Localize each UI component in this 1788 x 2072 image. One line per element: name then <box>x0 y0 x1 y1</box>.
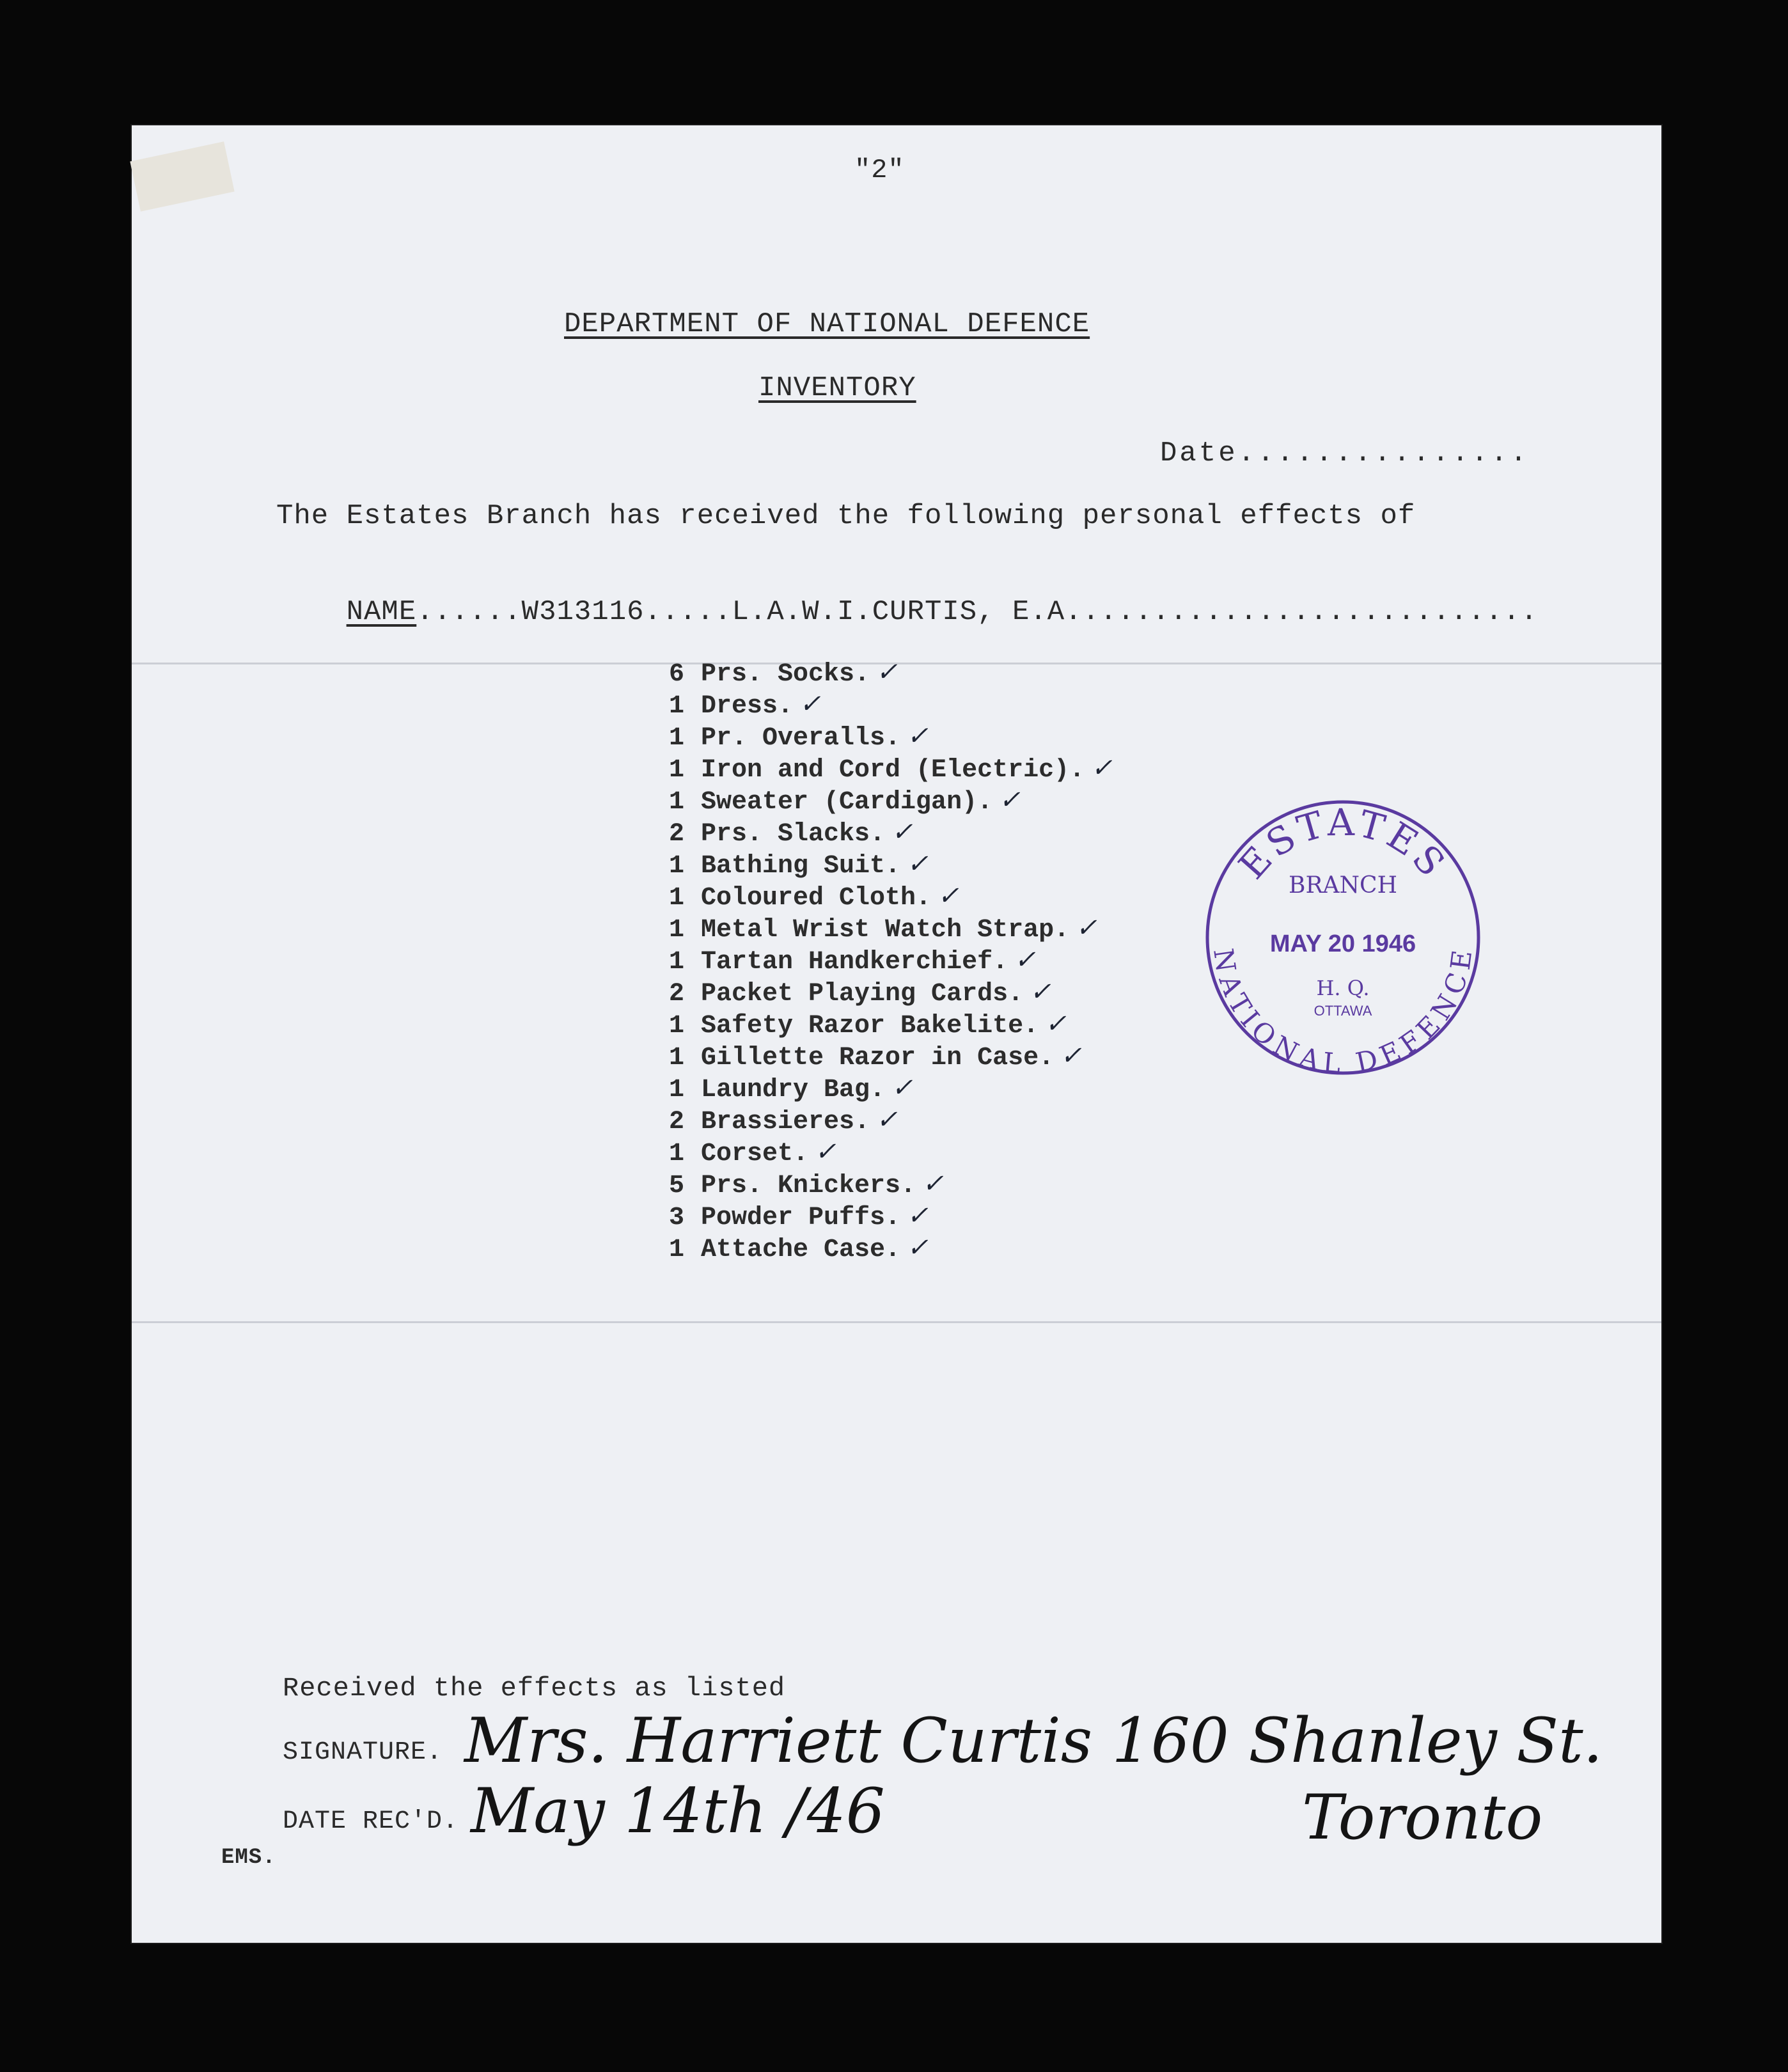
list-item <box>669 1040 1113 1072</box>
list-item <box>669 1168 1113 1200</box>
item-quantity: 2 <box>669 820 685 849</box>
item-quantity: 1 <box>669 756 685 785</box>
stamp-bottom-text: NATIONAL DEFENCE <box>1207 946 1478 1078</box>
checkmark-icon: ✓ <box>891 817 913 847</box>
torn-corner <box>130 141 234 211</box>
stamp-graphic <box>1202 797 1484 1078</box>
list-item <box>669 1104 1113 1136</box>
list-item <box>669 720 1113 752</box>
checkmark-icon: ✓ <box>1014 945 1036 975</box>
stamp-top-text: ESTATES <box>1230 800 1456 888</box>
list-item <box>669 1232 1113 1264</box>
list-item <box>669 912 1113 944</box>
checkmark-icon: ✓ <box>907 1201 929 1230</box>
item-description: Brassieres. <box>701 1108 870 1136</box>
item-quantity: 1 <box>669 852 685 881</box>
item-description: Dress. <box>701 692 794 721</box>
item-description: Safety Razor Bakelite. <box>701 1012 1039 1040</box>
date-received-handwriting: May 14th /46 <box>471 1775 885 1847</box>
item-description: Corset. <box>701 1140 809 1168</box>
item-quantity: 1 <box>669 724 685 753</box>
checkmark-icon: ✓ <box>1076 913 1097 943</box>
date-field: Date............... <box>1160 437 1530 469</box>
item-quantity: 1 <box>669 788 685 817</box>
list-item <box>669 752 1113 784</box>
item-description: Pr. Overalls. <box>701 724 901 753</box>
item-quantity: 1 <box>669 884 685 913</box>
department-heading: DEPARTMENT OF NATIONAL DEFENCE <box>564 308 1090 340</box>
item-description: Prs. Slacks. <box>701 820 886 849</box>
item-quantity: 2 <box>669 980 685 1009</box>
checkmark-icon: ✓ <box>891 1073 913 1103</box>
checkmark-icon: ✓ <box>1060 1041 1082 1071</box>
item-quantity: 1 <box>669 1236 685 1264</box>
intro-sentence: The Estates Branch has received the following personal effects of <box>276 500 1416 532</box>
item-description: Prs. Socks. <box>701 660 870 689</box>
stamp-hq: H. Q. <box>1316 976 1370 1000</box>
list-item <box>669 784 1113 816</box>
estates-branch-stamp <box>1202 797 1484 1078</box>
name-label: NAME <box>346 596 417 628</box>
item-quantity: 1 <box>669 948 685 977</box>
checkmark-icon: ✓ <box>1030 977 1051 1007</box>
item-description: Tartan Handkerchief. <box>701 948 1008 977</box>
item-quantity: 6 <box>669 660 685 689</box>
checkmark-icon: ✓ <box>1045 1009 1067 1039</box>
list-item <box>669 1072 1113 1104</box>
checkmark-icon: ✓ <box>907 721 929 751</box>
list-item <box>669 1008 1113 1040</box>
list-item <box>669 816 1113 848</box>
checkmark-icon: ✓ <box>999 785 1021 815</box>
list-item <box>669 1136 1113 1168</box>
signature-handwriting: Mrs. Harriett Curtis 160 Shanley St. <box>464 1705 1603 1777</box>
list-item <box>669 848 1113 880</box>
checkmark-icon: ✓ <box>876 1105 898 1134</box>
typist-initials: EMS. <box>221 1846 276 1870</box>
checkmark-icon: ✓ <box>937 881 959 911</box>
checkmark-icon: ✓ <box>907 1233 929 1262</box>
item-description: Gillette Razor in Case. <box>701 1044 1055 1072</box>
item-quantity: 1 <box>669 1012 685 1040</box>
item-quantity: 1 <box>669 692 685 721</box>
checkmark-icon: ✓ <box>815 1137 836 1166</box>
item-description: Bathing Suit. <box>701 852 901 881</box>
date-received-label: DATE REC'D. <box>283 1807 459 1836</box>
name-line <box>276 564 1538 660</box>
page-number: "2" <box>854 155 905 185</box>
checkmark-icon: ✓ <box>799 689 821 719</box>
item-quantity: 1 <box>669 1044 685 1072</box>
item-quantity: 1 <box>669 1140 685 1168</box>
list-item <box>669 880 1113 912</box>
item-description: Prs. Knickers. <box>701 1172 916 1200</box>
checkmark-icon: ✓ <box>922 1169 944 1198</box>
checkmark-icon: ✓ <box>876 657 898 687</box>
item-description: Metal Wrist Watch Strap. <box>701 916 1070 945</box>
document-page <box>132 125 1661 1943</box>
item-description: Coloured Cloth. <box>701 884 932 913</box>
received-statement: Received the effects as listed <box>283 1673 786 1704</box>
inventory-heading: INVENTORY <box>758 372 916 404</box>
stamp-branch: BRANCH <box>1289 872 1397 899</box>
item-quantity: 1 <box>669 916 685 945</box>
item-quantity: 3 <box>669 1204 685 1232</box>
item-description: Iron and Cord (Electric). <box>701 756 1085 785</box>
stamp-city: OTTAWA <box>1314 1003 1372 1019</box>
name-value: ......W313116.....L.A.W.I.CURTIS, E.A........................... <box>416 596 1539 628</box>
checkmark-icon: ✓ <box>907 849 929 879</box>
list-item <box>669 976 1113 1008</box>
list-item <box>669 944 1113 976</box>
item-description: Laundry Bag. <box>701 1076 886 1104</box>
signature-city-handwriting: Toronto <box>1302 1782 1543 1853</box>
list-item <box>669 656 1113 688</box>
checkmark-icon: ✓ <box>1091 753 1113 783</box>
item-quantity: 5 <box>669 1172 685 1200</box>
item-description: Sweater (Cardigan). <box>701 788 993 817</box>
item-description: Packet Playing Cards. <box>701 980 1024 1009</box>
item-quantity: 1 <box>669 1076 685 1104</box>
signature-label: SIGNATURE. <box>283 1738 443 1767</box>
list-item <box>669 1200 1113 1232</box>
effects-list <box>669 656 1113 1264</box>
list-item <box>669 688 1113 720</box>
stamp-date: MAY 20 1946 <box>1269 930 1416 957</box>
item-description: Powder Puffs. <box>701 1204 901 1232</box>
item-description: Attache Case. <box>701 1236 901 1264</box>
item-quantity: 2 <box>669 1108 685 1136</box>
